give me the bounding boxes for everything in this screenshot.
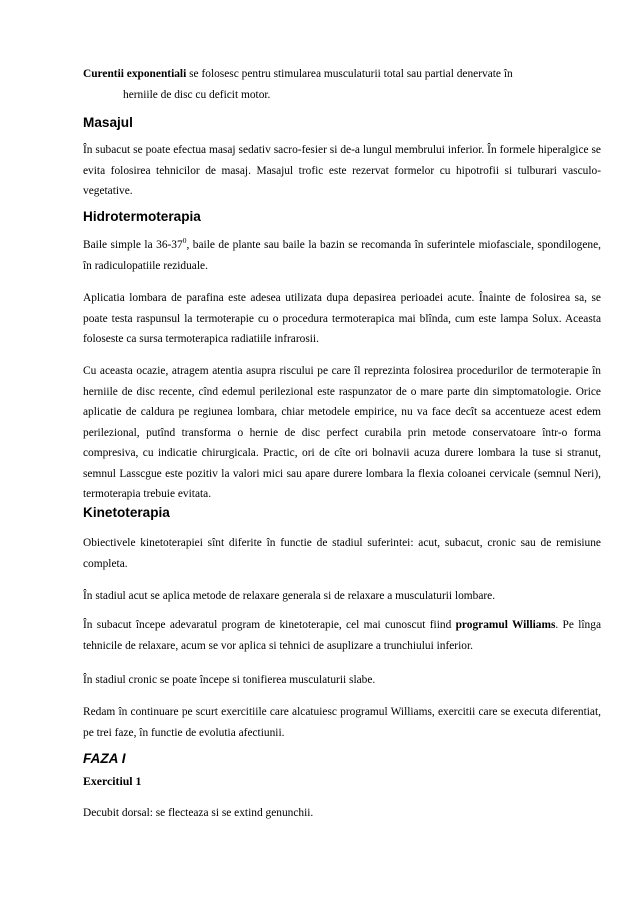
heading-faza-i: FAZA I: [83, 751, 126, 766]
heading-masajul: Masajul: [83, 115, 133, 130]
paragraph-decubit: Decubit dorsal: se flecteaza si se extind genunchii.: [83, 807, 314, 819]
term-curenti: Curentii exponentiali: [83, 68, 187, 80]
paragraph-curenti: Curentii exponentiali se folosesc pentru stimularea musculaturii total sau partial denervate în herniile de disc cu deficit motor.: [83, 68, 513, 101]
heading-exercitiul-1: Exercitiul 1: [83, 774, 142, 788]
heading-kinetoterapia: Kinetoterapia: [83, 505, 170, 520]
paragraph-cronic: În stadiul cronic se poate începe si tonifierea musculaturii slabe.: [83, 674, 376, 686]
paragraph-baile: Baile simple la $36-37^0$, baile de plante sau baile la bazin se recomanda în suferintele miofasciale, spondilogene, în radiculopatiile reziduale.: [83, 236, 602, 272]
paragraph-acut: În stadiul acut se aplica metode de relaxare generala si de relaxare a musculaturii lombare.: [83, 590, 496, 602]
paragraph-subacut: În subacut începe adevaratul program de kinetoterapie, cel mai cunoscut fiind programul Williams. Pe lînga tehnicile de relaxare, acum se vor aplica si tehnici de asuplizare a trunchiului inferior.: [83, 619, 602, 652]
paragraph-parafina: Aplicatia lombara de parafina este adesea utilizata dupa depasirea perioadei acute. Înainte de folosirea sa, se poate testa raspunsul la termoterapie cu o procedura termoterapica mai blînda, cum este lampa Solux. Aceasta foloseste ca sursa termoterapica radiatiile infrarosii.: [83, 292, 601, 345]
term-programul-williams: programul Williams: [455, 619, 556, 631]
paragraph-redam: Redam în continuare pe scurt exercitiile care alcatuiesc programul Williams, exercitii care se executa diferentiat, pe trei faze, în functie de evolutia afectiunii.: [83, 706, 601, 739]
paragraph-masaj: În subacut se poate efectua masaj sedativ sacro-fesier si de-a lungul membrului inferior. În formele hiperalgice se evita folosirea tehnicilor de masaj. Masajul trofic este rezervat formelor cu hipotrofii si tulburari vasculo-vegetative.: [83, 144, 601, 197]
heading-hidrotermoterapia: Hidrotermoterapia: [83, 209, 201, 224]
paragraph-risc: Cu aceasta ocazie, atragem atentia asupra riscului pe care îl reprezinta folosirea procedurilor de termoterapie în herniile de disc recente, cînd edemul perilezional este raspunzator de o mare parte din simptomatologie. Orice aplicatie de caldura pe regiunea lombara, chiar metodele empirice, nu va face decît sa accentueze acest edem perilezional, putînd transforma o hernie de disc perfect curabila prin metode conservatoare într-o forma compresiva, cu indicatie chirurgicala. Practic, ori de cîte ori bolnavii acuza durere lombara la tuse si stranut, semnul Lasscgue este pozitiv la valori mici sau apare durere lombara la flexia coloanei cervicale (semnul Neri), termoterapia trebuie evitata.: [83, 365, 601, 500]
paragraph-obiective: Obiectivele kinetoterapiei sînt diferite în functie de stadiul suferintei: acut, subacut, cronic sau de remisiune completa.: [83, 537, 601, 570]
